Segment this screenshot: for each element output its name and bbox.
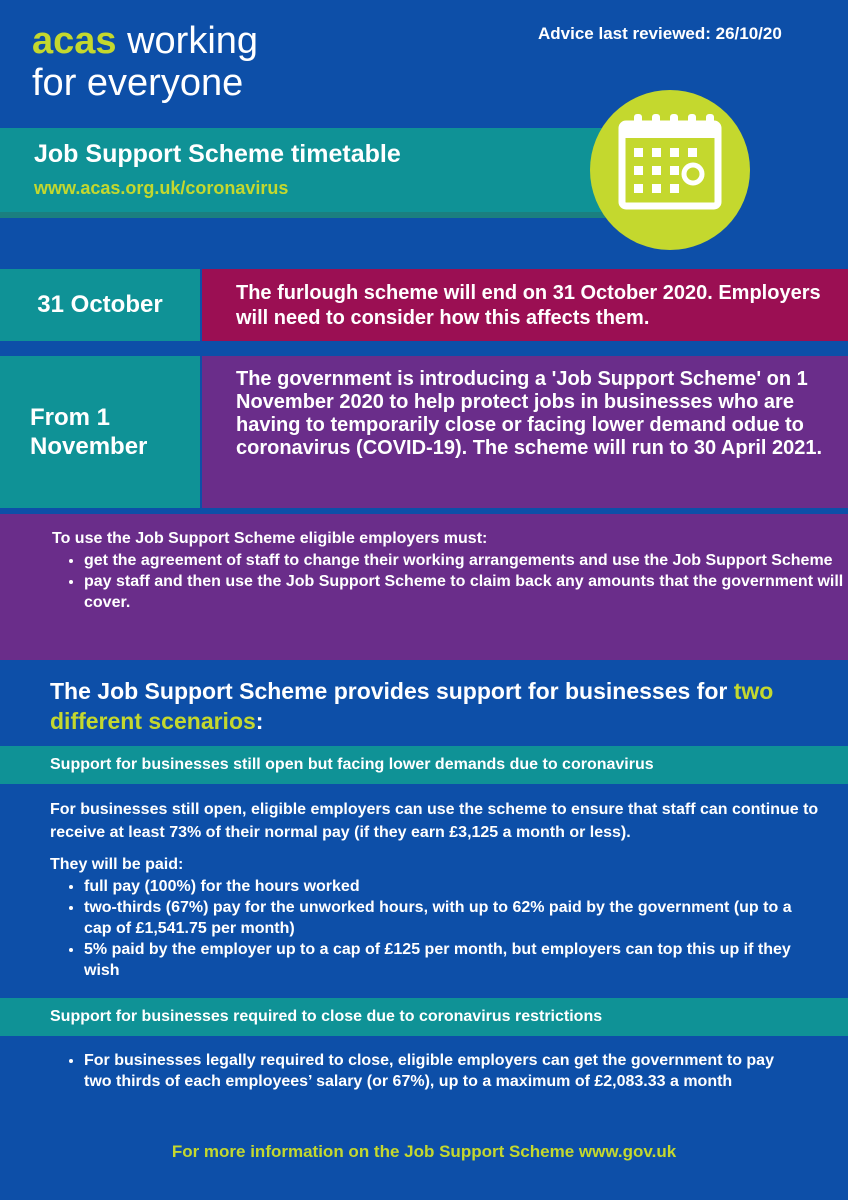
scenario-closed-band [0,998,848,1036]
scenario-closed-heading: Support for businesses required to close due to coronavirus restrictions [50,1008,603,1025]
timeline-date-31-october [0,269,200,341]
scenarios-highlight: two different scenarios [50,678,774,734]
scenarios-heading-lead: The Job Support Scheme provides support for businesses for [50,678,728,704]
eligibility-list [58,550,848,613]
logo-line2: for everyone [32,62,244,104]
more-info-link[interactable]: For more information on the Job Support Scheme www.gov.uk [171,1142,677,1161]
scenarios-heading [50,676,820,736]
timeline-detail-1-november [202,356,848,508]
scenarios-heading-tail: : [255,708,264,734]
list-item: • two-thirds (67%) pay for the unworked hours, with up to 62% paid by the government (up to a cap of £1,541.75 per month) [84,897,804,939]
scenario-open-heading: Support for businesses still open but facing lower demands due to coronavirus [50,756,654,773]
scenario-open-paragraph: For businesses still open, eligible employers can use the scheme to ensure that staff can continue to receive at least 73% of their normal pay (if they earn £3,125 a month or less). [50,801,819,841]
list-item: • pay staff and then use the Job Support Scheme to claim back any amounts that the government will cover. [84,571,848,613]
pay-list [58,876,804,981]
calendar-icon [590,90,750,250]
logo-line1: working [127,20,259,62]
timeline-detail-text: The furlough scheme will end on 31 October 2020. Employers will need to consider how this affects them. [236,282,821,329]
list-item: • full pay (100%) for the hours worked [84,876,804,897]
list-item: • 5% paid by the employer up to a cap of £125 per month, but employers can top this up if they wish [84,939,804,981]
page-title: Job Support Scheme timetable [34,140,401,168]
close-list [58,1050,784,1092]
timeline-detail-31-october [202,269,848,341]
logo-brand: acas [32,20,117,62]
timeline-detail-text: The government is introducing a 'Job Support Scheme' on 1 November 2020 to help protect jobs in businesses who are having to temporarily close or facing lower demand odue to coronavirus (COVID-19). The scheme will run to 30 April 2021. [236,368,823,459]
list-item: • get the agreement of staff to change their working arrangements and use the Job Support Scheme [84,550,848,571]
timeline-date-1-november [0,356,200,508]
timeline-date-label: 31 October [37,291,163,318]
timeline-date-label: From 1 November [30,404,148,460]
acas-url-link[interactable]: www.acas.org.uk/coronavirus [34,178,289,198]
calendar-badge [590,90,750,250]
eligibility-box [0,514,848,660]
advice-reviewed-date: Advice last reviewed: 26/10/20 [538,24,782,43]
eligibility-intro: To use the Job Support Scheme eligible employers must: [52,530,488,547]
paid-intro: They will be paid: [50,856,184,873]
scenario-open-band [0,746,848,784]
list-item: • For businesses legally required to close, eligible employers can get the government to pay two thirds of each employees’ salary (or 67%), up to a maximum of £2,083.33 a month [84,1050,784,1092]
acas-logo [32,20,258,104]
